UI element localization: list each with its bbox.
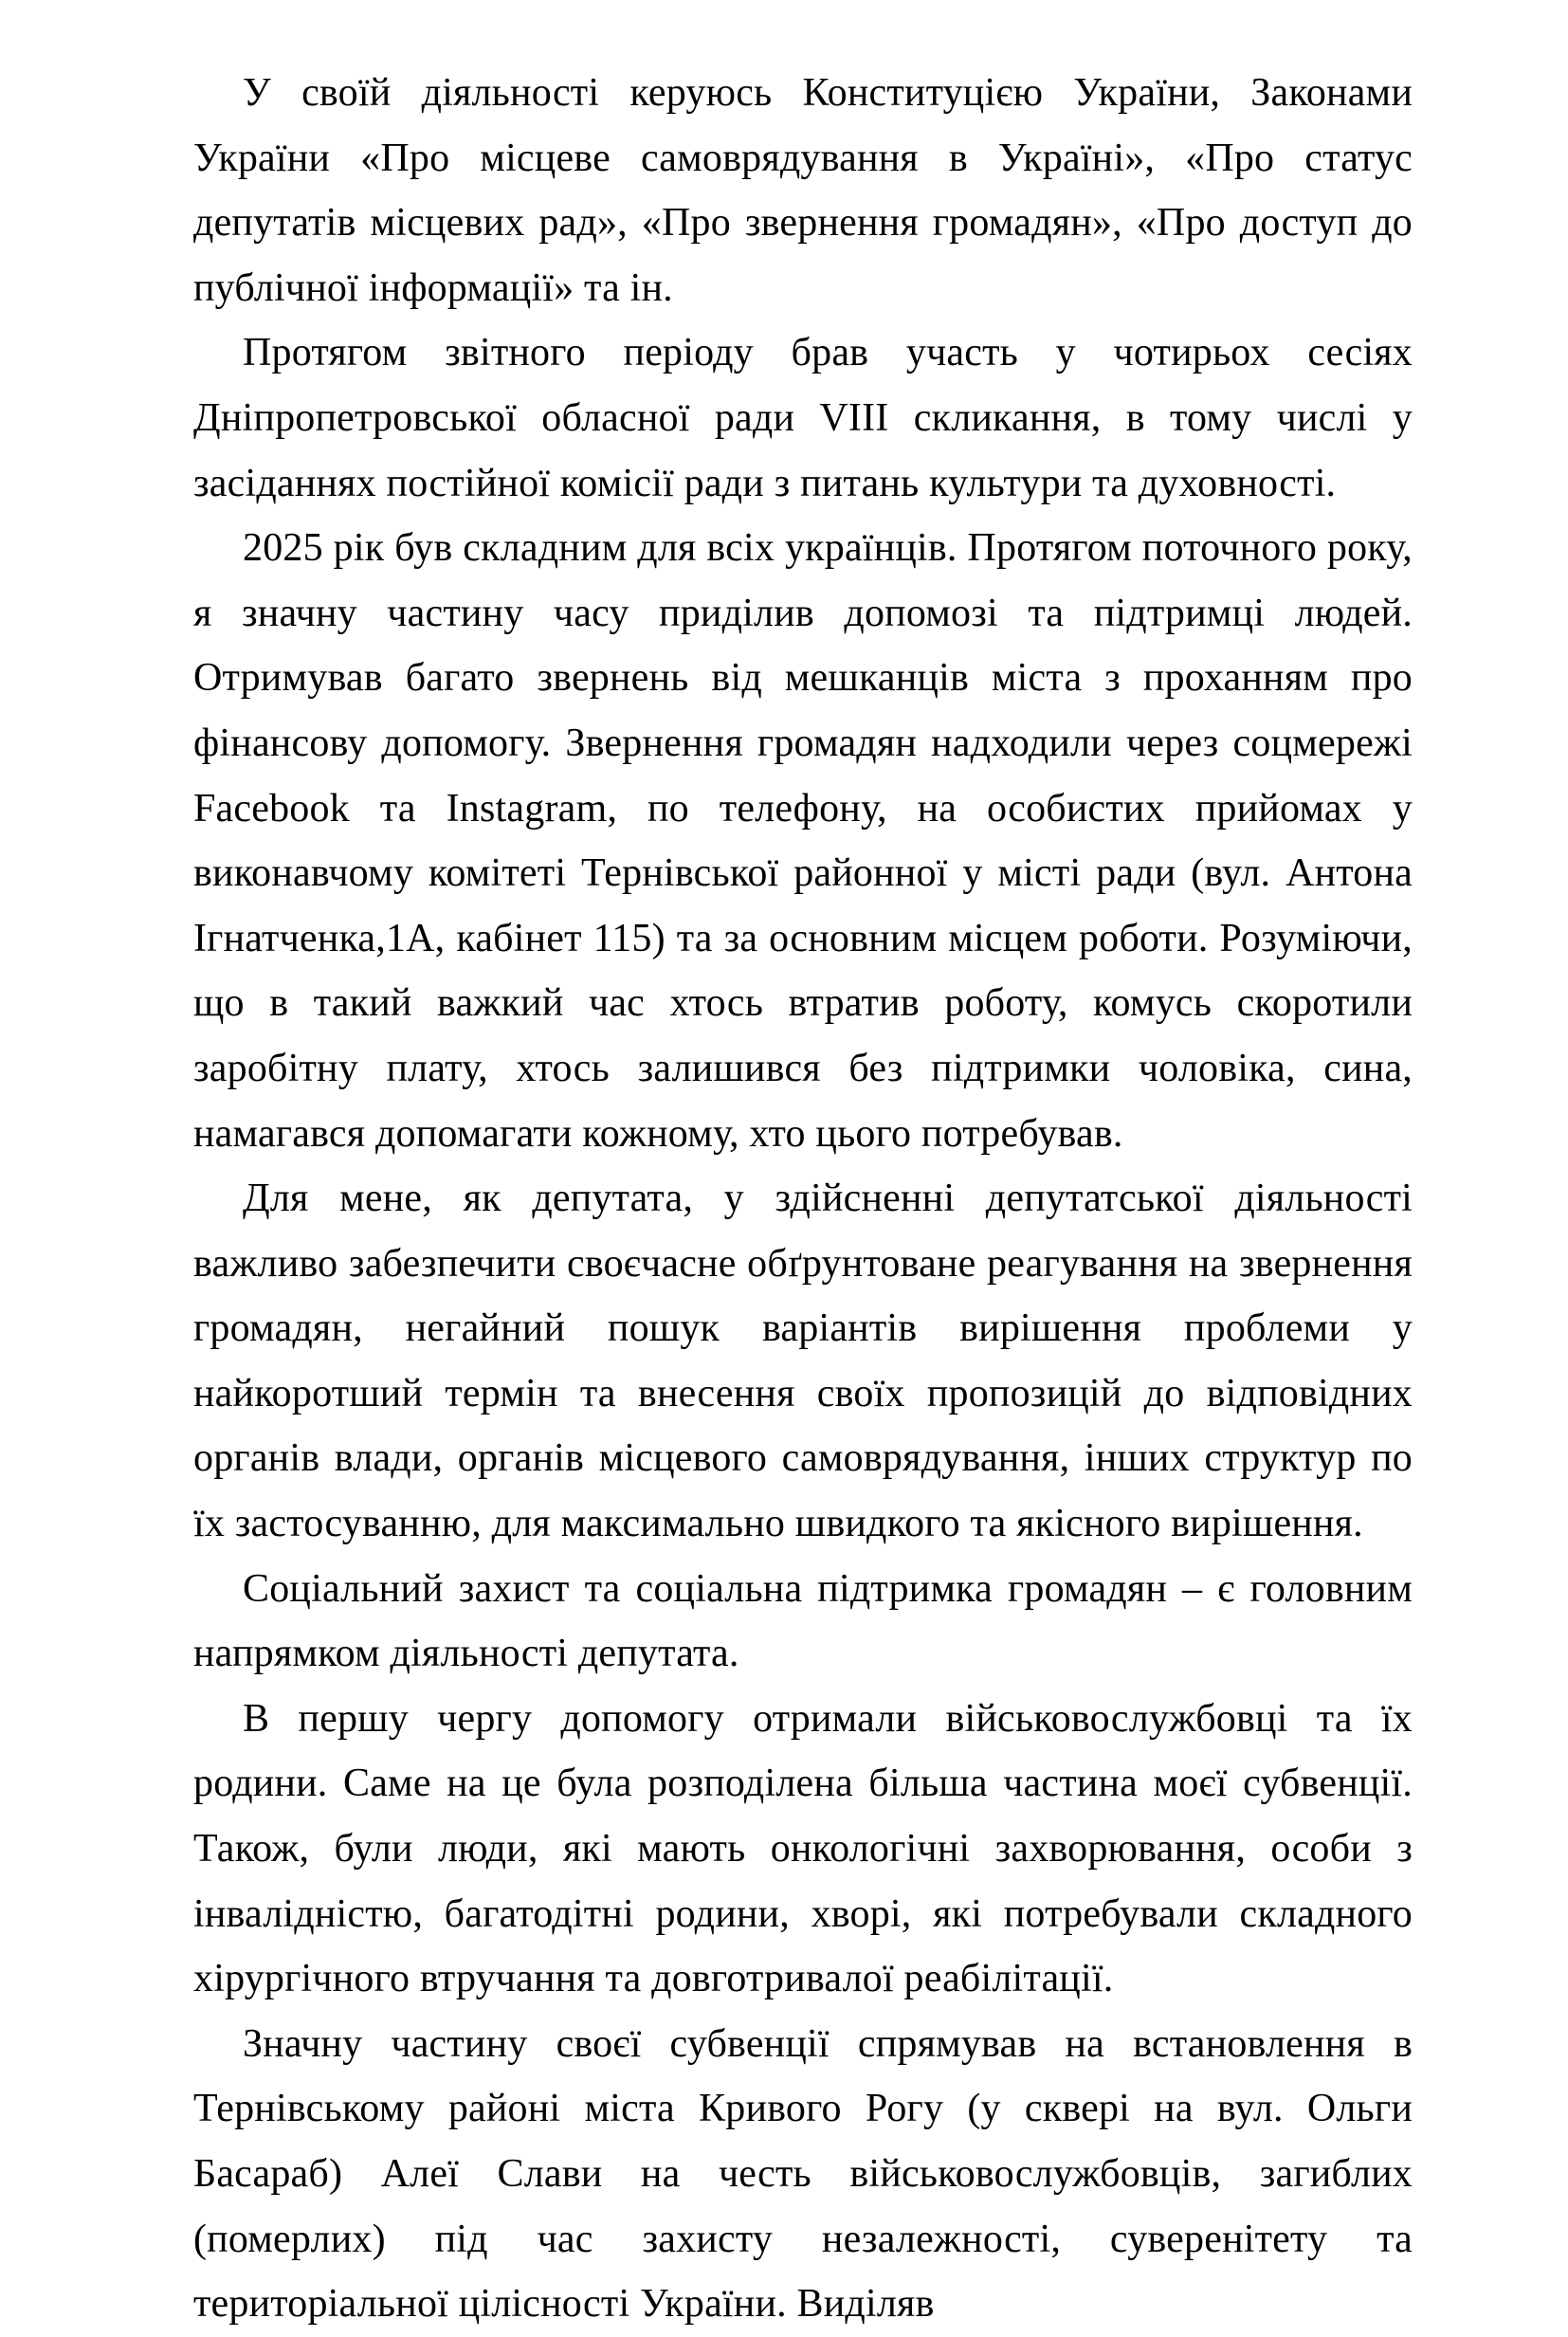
paragraph-sessions: Протягом звітного періоду брав участь у чотирьох сесіях Дніпропетровської обласної ради VIII скликання, в тому числі у засіданнях постійної комісії ради з питань культури та духовності.	[193, 331, 1413, 505]
paragraph-legal-basis: У своїй діяльності керуюсь Конституцією України, Законами України «Про місцеве самоврядування в Україні», «Про статус депутатів місцевих рад», «Про звернення громадян», «Про доступ до публічної інформації» та ін.	[193, 71, 1413, 310]
paragraph-social-protection: Соціальний захист та соціальна підтримка громадян – є головним напрямком діяльності депутата.	[193, 1566, 1413, 1676]
paragraph-2025-year: 2025 рік був складним для всіх українців. Протягом поточного року, я значну частину часу приділив допомозі та підтримці людей. Отримував багато звернень від мешканців міста з проханням про фінансову допомогу. Звернення громадян надходили через соцмережі Facebook та Instagram, по телефону, на особистих прийомах у виконавчому комітеті Тернівської районної у місті ради (вул. Антона Ігнатченка,1А, кабінет 115) та за основним місцем роботи. Розуміючи, що в такий важкий час хтось втратив роботу, комусь скоротили заробітну плату, хтось залишився без підтримки чоловіка, сина, намагався допомагати кожному, хто цього потребував.	[193, 526, 1413, 1156]
paragraph-aid-recipients: В першу чергу допомогу отримали військовослужбовці та їх родини. Саме на це була розподілена більша частина моєї субвенції. Також, були люди, які мають онкологічні захворювання, особи з інвалідністю, багатодітні родини, хворі, які потребували складного хірургічного втручання та довготривалої реабілітації.	[193, 1696, 1413, 2001]
document-body	[193, 61, 1413, 2337]
paragraph-subvention-alley: Значну частину своєї субвенції спрямував на встановлення в Тернівському районі міста Кривого Рогу (у сквері на вул. Ольги Басараб) Алеї Слави на честь військовослужбовців, загиблих (померлих) під час захисту незалежності, суверенітету та територіальної цілісності України. Виділяв	[193, 2021, 1413, 2327]
paragraph-deputy-duties: Для мене, як депутата, у здійсненні депутатської діяльності важливо забезпечити своєчасне обґрунтоване реагування на звернення громадян, негайний пошук варіантів вирішення проблеми у найкоротший термін та внесення своїх пропозицій до відповідних органів влади, органів місцевого самоврядування, інших структур по їх застосуванню, для максимально швидкого та якісного вирішення.	[193, 1177, 1413, 1546]
